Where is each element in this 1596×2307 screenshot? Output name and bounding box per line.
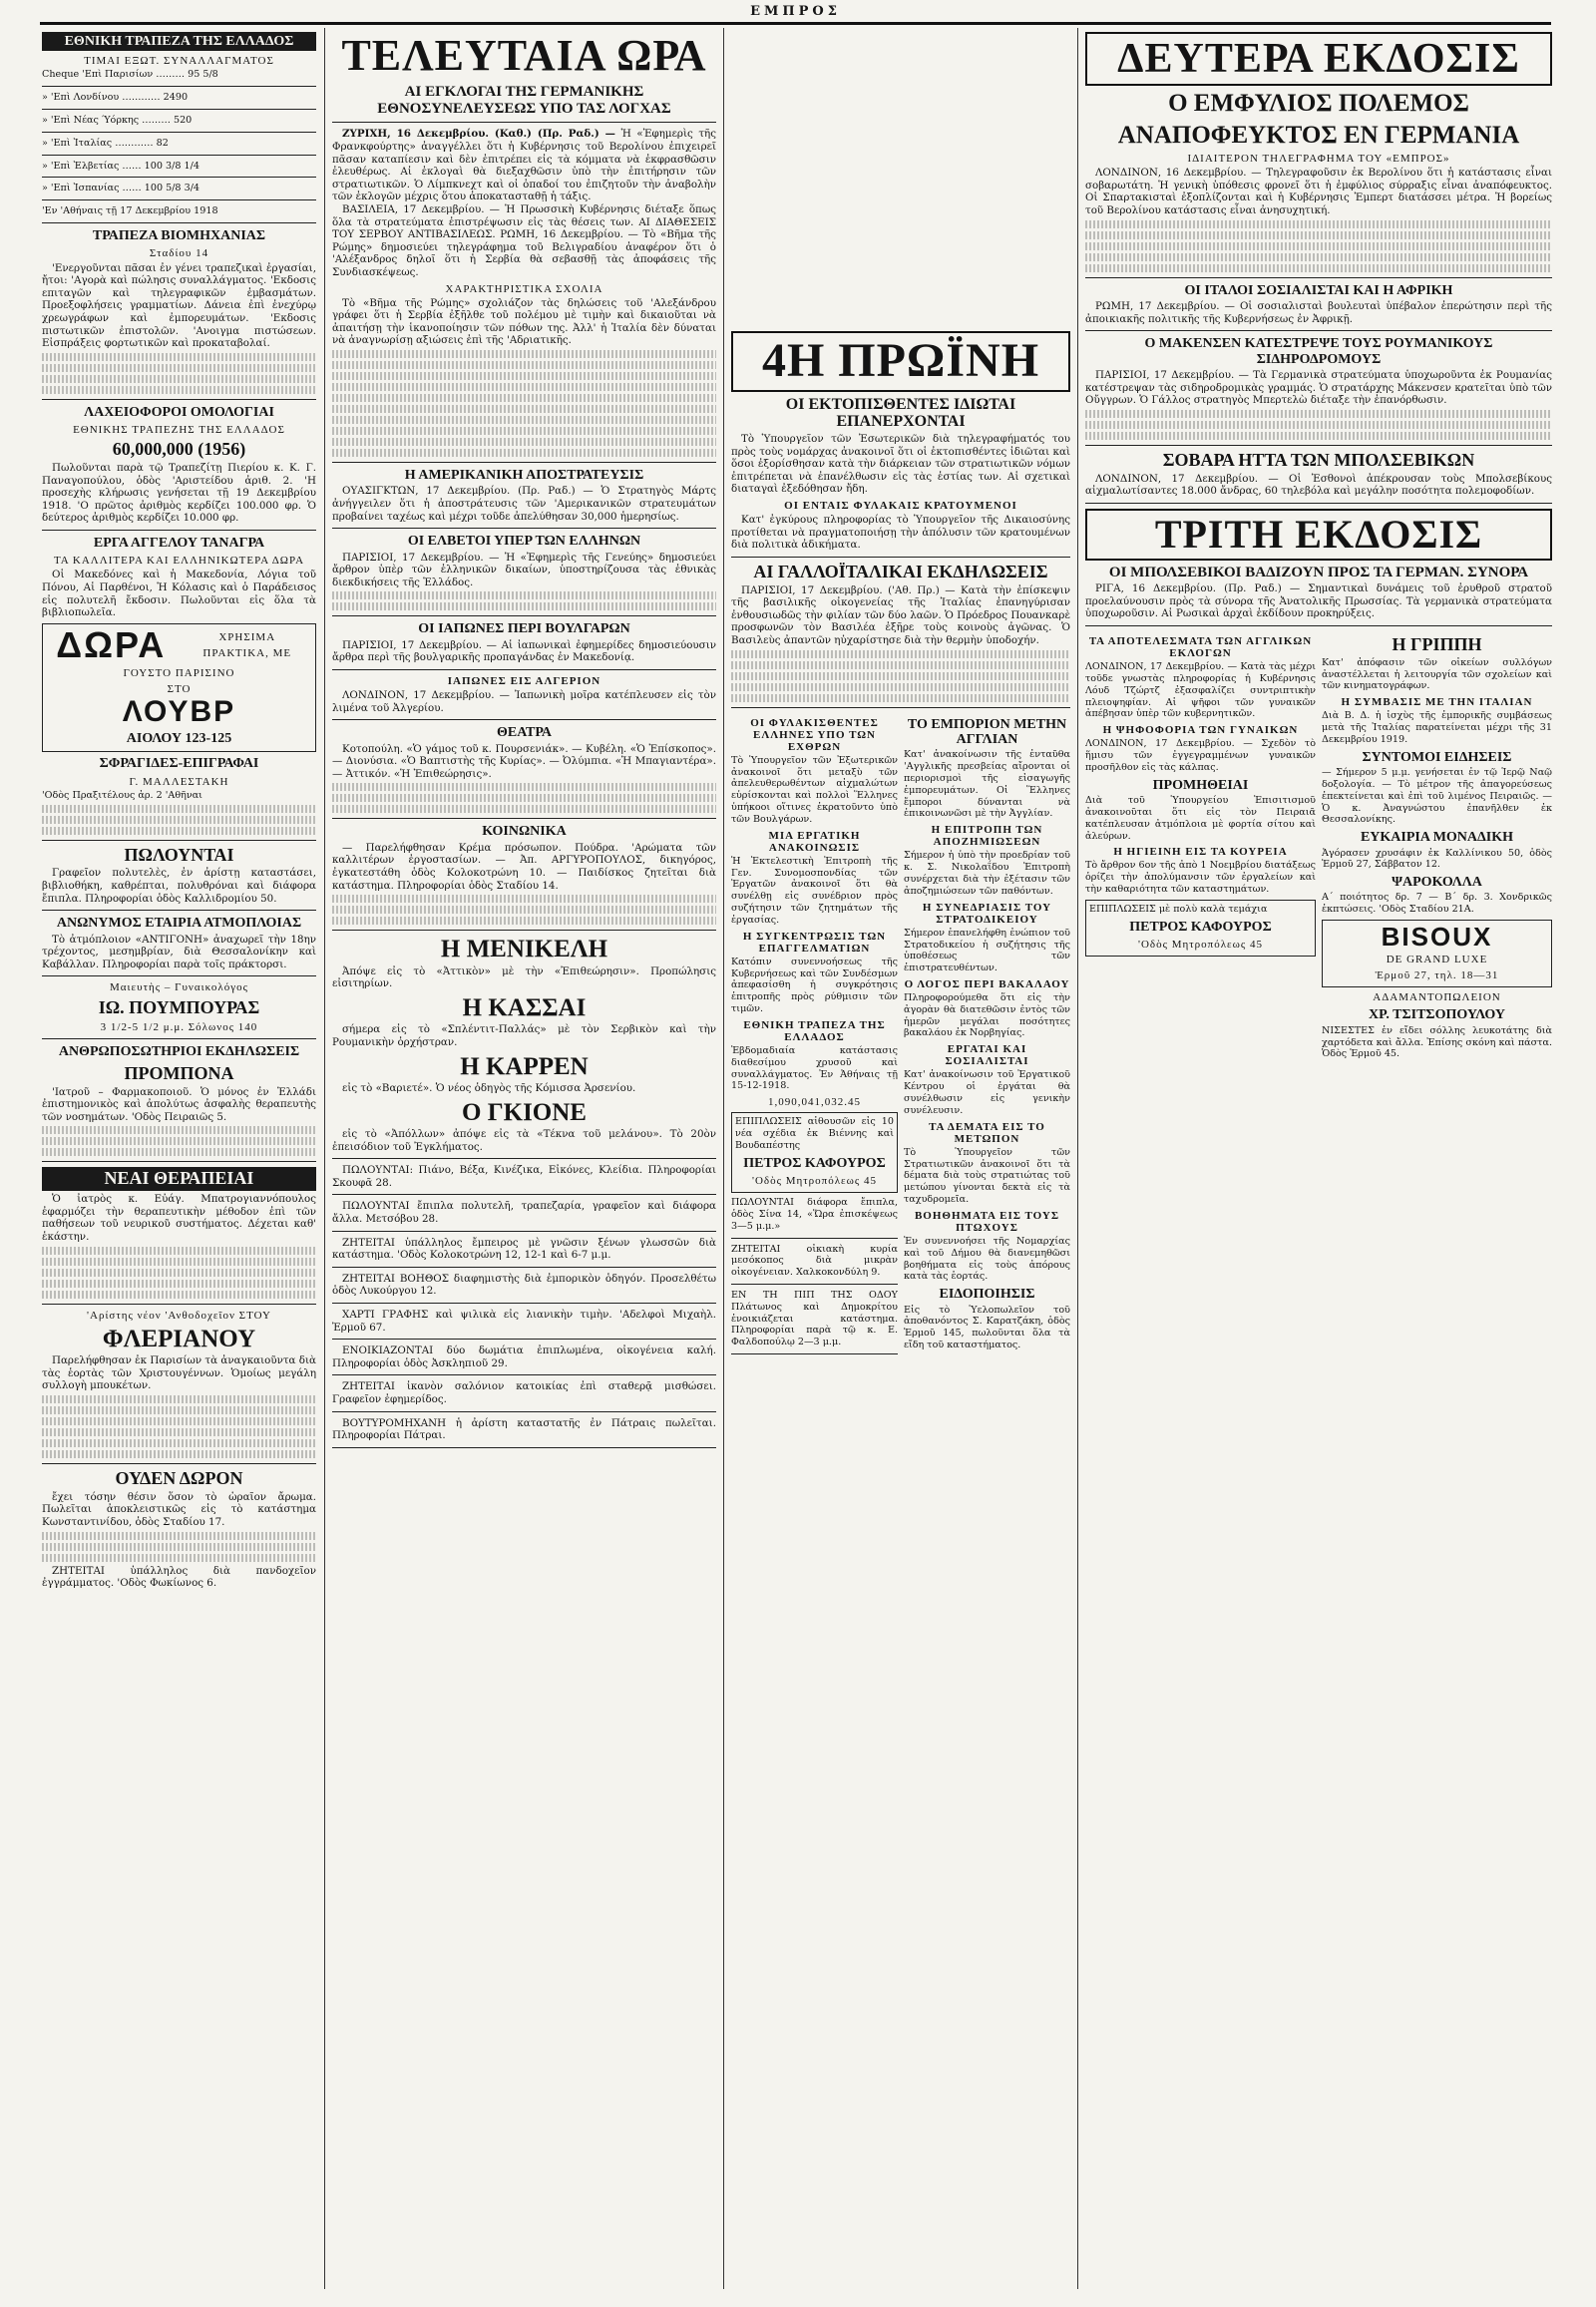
algeria-text: ΛΟΝΔΙΝΟΝ, 17 Δεκεμβρίου. — Ἰαπωνικὴ μοῖρα κατέπλευσεν εἰς τὸν λιμένα τοῦ Ἀλγερίου. bbox=[332, 689, 716, 714]
doctor-line: Μαιευτὴς – Γυναικολόγος bbox=[110, 981, 248, 994]
bank-amount: 1,090,041,032.45 bbox=[768, 1096, 861, 1109]
bisoux-name: BISOUX bbox=[1381, 922, 1493, 953]
classified-ad: ΠΩΛΟΥΝΤΑΙ: Πιάνο, Βέξα, Κινέζικα, Εἰκόνες, Κλείδια. Πληροφορίαι Σκουφᾶ 28. bbox=[332, 1164, 716, 1189]
classified-ad: ΒΟΥΤΥΡΟΜΗΧΑΝΗ ἡ ἀρίστη καταστατῆς ἐν Πάτραις πωλεῖται. Πληροφορίαι Πάτραι. bbox=[332, 1416, 716, 1442]
furniture-name: ΠΕΤΡΟΣ ΚΑΦΟΥΡΟΣ bbox=[743, 1155, 886, 1171]
gifts-tag: ΧΡΗΣΙΜΑ bbox=[218, 630, 276, 643]
column-4 bbox=[1085, 28, 1552, 2289]
column-1 bbox=[42, 28, 316, 2289]
emporion-title: ΤΟ ΕΜΠΟΡΙΟΝ ΜΕΤΗΝ ΑΓΓΛΙΑΝ bbox=[907, 716, 1067, 747]
tanagra-text: Οἱ Μακεδόνες καὶ ἡ Μακεδονία, Λόγια τοῦ Πόνου, Αἱ Παρθένοι, Ἡ Κόλασις καὶ ὁ Παράδεισος εἰς πολυτελῆ ἔκδοσιν. Πωλοῦνται εἰς ὅλα τὰ βιβλιοπωλεῖα. bbox=[42, 569, 316, 619]
lasthour-text: Ἡ «Ἐφημερὶς τῆς Φρανκφούρτης» ἀναγγέλλει ὅτι ἡ Κυβέρνησις τοῦ Βερολίνου ἐπιχειρεῖ πᾶσαν καταπίεσιν καὶ δὲν ἐπιτρέπει εἰς τὰ κόμματα νὰ ἐκφρασθῶσιν ἐλευθέρως. Αἱ ἐκλογαὶ θὰ διεξαχθῶσιν ὑπὸ τὴν ἐπιτήρησιν τῶν στρατιωτικῶν. Ὁ Λίμπκνεχτ καὶ οἱ ὀπαδοί του ἐπιζητοῦν τὴν ἀναβολὴν τῶν ἐκλογῶν μέχρις ὅτου ἀποκατασταθῇ ἡ τάξις. bbox=[332, 128, 716, 203]
flerianou-pre: 'Αρίστης νέον 'Ανθοδοχεῖον ΣΤΟΥ bbox=[87, 1309, 271, 1322]
classified-ad: ΖΗΤΕΙΤΑΙ ἱκανὸν σαλόνιον κατοικίας ἐπὶ σταθερᾷ μισθώσει. Γραφεῖον ἐφημερίδος. bbox=[332, 1380, 716, 1405]
lasthour-headline: ΑΙ ΕΓΚΛΟΓΑΙ ΤΗΣ ΓΕΡΜΑΝΙΚΗΣ ΕΘΝΟΣΥΝΕΛΕΥΣΕΩΣ ΥΠΟ ΤΑΣ ΛΟΓΧΑΣ bbox=[377, 84, 671, 117]
sale-text: Γραφεῖον πολυτελὲς, ἐν ἀρίστῃ καταστάσει, βιβλιοθήκη, καθρέπται, πολυθρόναι καὶ διάφορα ἔπιπλα. Πληροφορίαι ὁδὸς Καλλιδρομίου 50. bbox=[42, 867, 316, 905]
theatre-text: Κοτοπούλη. «Ὁ γάμος τοῦ κ. Πουρσενιάκ». — Κυβέλη. «Ὁ Ἐπίσκοπος». — Διονύσια. «Ὁ Βαπτιστὴς τῆς Κυρίας». — Ὀλύμπια. «Ἡ Μπαγιαντέρα». — Ἀττικόν. «Ἡ Ἐπιθεώρησις». bbox=[332, 742, 716, 780]
furniture-ad-2 bbox=[1085, 900, 1316, 957]
second-title: ΔΕΥΤΕΡΑ ΕΚΔΟΣΙΣ bbox=[1085, 32, 1552, 86]
classifieds-list bbox=[332, 1164, 716, 1448]
union-title: Η ΣΥΓΚΕΝΤΡΩΣΙΣ ΤΩΝ ΕΠΑΓΓΕΛΜΑΤΙΩΝ bbox=[742, 930, 887, 955]
exchange-table bbox=[42, 69, 316, 200]
women-text: ΛΟΝΔΙΝΟΝ, 17 Δεκεμβρίου. — Σχεδὸν τὸ ἥμισυ τῶν ἐγγεγραμμένων γυναικῶν προσῆλθον εἰς τὰς κάλπας. bbox=[1085, 738, 1316, 773]
ship-title: ΑΝΩΝΥΜΟΣ ΕΤΑΙΡΙΑ ΑΤΜΟΠΛΟΙΑΣ bbox=[56, 916, 302, 932]
second-headline-2: ΑΝΑΠΟΦΕΥΚΤΟΣ ΕΝ ΓΕΡΜΑΝΙΑ bbox=[1117, 121, 1520, 149]
small-ad: ΕΝ ΤΗ ΠΙΠ ΤΗΣ ΟΔΟΥ Πλάτωνος καὶ Δημοκρίτου ἐνοικιάζεται κατάστημα. Πληροφορίαι παρὰ τῷ κ. Ε. Φαλδοπούλῳ 2—3 μ.μ. bbox=[731, 1289, 898, 1348]
workers-title: ΕΡΓΑΤΑΙ ΚΑΙ ΣΟΣΙΑΛΙΣΤΑΙ bbox=[945, 1043, 1029, 1068]
women-title: Η ΨΗΦΟΦΟΡΙΑ ΤΩΝ ΓΥΝΑΙΚΩΝ bbox=[1102, 724, 1299, 737]
okione-text: εἰς τὸ «Ἀπόλλων» ἀπόψε εἰς τὰ «Τέκνα τοῦ μελάνου». Τὸ 20ὸν ἐπεισόδιον τοῦ Ἐγκλήματος. bbox=[332, 1128, 716, 1153]
masthead bbox=[40, 4, 1551, 25]
shop-text: ΝΙΣΕΣΤΕΣ ἐν εἴδει σόλλης λευκοτάτης διὰ χαρτόδετα καὶ ἄλλα. Ἐπίσης σκόνη καὶ πάστα. Ὁδὸς Ἑρμοῦ 45. bbox=[1322, 1024, 1552, 1060]
classified-ad: ΧΑΡΤΙ ΓΡΑΦΗΣ καὶ ψιλικὰ εἰς λιανικὴν τιμὴν. 'Αδελφοὶ Μιχαὴλ. Ἐρμοῦ 67. bbox=[332, 1309, 716, 1334]
gifts-address: ΑΙΟΛΟΥ 123-125 bbox=[126, 731, 232, 746]
column-rule bbox=[324, 28, 325, 2289]
committee-title: Η ΕΠΙΤΡΟΠΗ ΤΩΝ ΑΠΟΖΗΜΙΩΣΕΩΝ bbox=[931, 824, 1043, 849]
exchange-row: » 'Επὶ Νέας Ύόρκης ……… 520 bbox=[42, 115, 193, 127]
column-rule bbox=[723, 28, 724, 2289]
furniture-ad bbox=[731, 1112, 898, 1193]
hygiene-title: Η ΗΓΙΕΙΝΗ ΕΙΣ ΤΑ ΚΟΥΡΕΙΑ bbox=[1113, 846, 1288, 859]
therapy-text: Ὁ ἰατρὸς κ. Εὐάγ. Μπατρογιαννόπουλος ἐφαρμόζει τὴν θεραπευτικὴν μέθοδον ἐπὶ τῶν παθήσεων τοῦ νευρικοῦ συστήματος. Δέχεται καθ' ἑκάστην. bbox=[42, 1193, 316, 1243]
algeria-title: ΙΑΠΩΝΕΣ ΕΙΣ ΑΛΓΕΡΙΟΝ bbox=[447, 674, 601, 687]
exchange-date: 'Εν 'Αθήναις τῇ 17 Δεκεμβρίου 1918 bbox=[42, 205, 218, 217]
pharmacy-title: ΑΝΘΡΩΠΟΣΩΤΗΡΙΟΙ ΕΚΔΗΛΩΣΕΙΣ bbox=[58, 1044, 300, 1060]
ship-text: Τὸ ἀτμόπλοιον «ΑΝΤΙΓΟΝΗ» ἀναχωρεῖ τὴν 18ην τρέχοντος, μεσημβρίαν, διὰ Θεσσαλονίκην καὶ Καβάλλαν. Πληροφορίαι παρὰ τοῖς πράκτορσι. bbox=[42, 933, 316, 970]
gifts-tag: ΣΤΟ bbox=[167, 682, 192, 695]
edition-text2: Κατ' ἐγκύρους πληροφορίας τὸ Ὑπουργεῖον τῆς Δικαιοσύνης προτίθεται νὰ πραγματοποιήσῃ τὴν ἀπόλυσιν τῶν κρατουμένων διὰ πολιτικὰ ἀδικήματα. bbox=[731, 514, 1070, 552]
third-text: ΡΙΓΑ, 16 Δεκεμβρίου. (Πρ. Ραδ.) — Σημαντικαὶ δυνάμεις τοῦ ἐρυθροῦ στρατοῦ προελαύνουσιν πρὸς τὰ σύνορα τῆς Ἀνατολικῆς Πρωσσίας. Τὰ γερμανικὰ στρατεύματα ὑποχωροῦσιν. Αἱ Ρωσικαὶ ἀρχαὶ ἐκδίδουν προκηρύξεις. bbox=[1085, 582, 1552, 620]
lasthour-text3: Τὸ «Βῆμα τῆς Ρώμης» σχολιάζον τὰς δηλώσεις τοῦ 'Αλεξάνδρου γράφει ὅτι ἡ Σερβία ἐξῆλθε τοῦ πολέμου μὲ τιμὴν καὶ δικαιοῦται νὰ ἀπαιτήσῃ τὴν ἱκανοποίησιν τῶν πόθων της. Ἀλλ' ἡ Ἰταλία δὲν δύναται νὰ ἀναγνωρίσῃ αξιώσεις ἐπὶ τῆς 'Αδριατικῆς. bbox=[332, 296, 716, 347]
brief-text: — Σήμερον 5 μ.μ. γενήσεται ἐν τῷ Ἱερῷ Ναῷ δοξολογία. — Τὸ μέτρον τῆς ἀπαγορεύσεως ἐπεκτείνεται καὶ ἐπὶ τοῦ λιμένος Πειραιῶς. — Ὁ κ. Ἀναγνώστου ἐπανῆλθεν ἐκ Θεσσαλονίκης. bbox=[1322, 767, 1552, 826]
lasthour-text2: ΒΑΣΙΛΕΙΑ, 17 Δεκεμβρίου. — Ἡ Πρωσσικὴ Κυβέρνησις διέταξε ὅπως ὅλα τὰ στρατεύματα ἐπιστρέψωσιν εἰς τὰς θέσεις των. ΑΙ ΔΙΑΘΕΣΕΙΣ ΤΟΥ ΣΕΡΒΟΥ ΑΝΤΙΒΑΣΙΛΕΩΣ. ΡΩΜΗ, 16 Δεκεμβρίου. — Τὸ «Βῆμα τῆς Ρώμης» δημοσιεύει τηλεγράφημα τοῦ Βελιγραδίου ἀναφέρον ὅτι ὁ 'Αλέξανδρος δηλοῖ ὅτι ἡ Σερβία θὰ σεβασθῇ τὰς ἀποφάσεις τῆς Συνδιασκέψεως. bbox=[332, 202, 716, 278]
lasthour-sub: ΧΑΡΑΚΤΗΡΙΣΤΙΚΑ ΣΧΟΛΙΑ bbox=[445, 282, 603, 295]
social-title: ΚΟΙΝΩΝΙΚΑ bbox=[482, 824, 567, 840]
tanagra-title: ΕΡΓΑ ΑΓΓΕΛΟΥ ΤΑΝΑΓΡΑ bbox=[93, 535, 265, 551]
notice-title: ΕΙΔΟΠΟΙΗΣΙΣ bbox=[939, 1287, 1035, 1303]
bank2-text: 'Ενεργοῦνται πᾶσαι ἐν γένει τραπεζικαὶ ἐργασίαι, ἤτοι: 'Αγορὰ καὶ πώλησις συναλλάγματος. 'Εκδοσις επιταγῶν καὶ τηλεγραφικῶν ἐμβασμάτων. Προεξοφλήσεις γραμματίων. Δάνεια ἐπὶ ἐνεχύρῳ χρεωγράφων καὶ ἐμπορευμάτων. 'Εκδοσις πιστωτικῶν ἐπιστολῶν. 'Ανοιγμα πιστώσεων. Εἰσπράξεις φορτωτικῶν καὶ προκαταβολαί. bbox=[42, 261, 316, 350]
menikeli-text: Ἀπόψε εἰς τὸ «Ἀττικὸν» μὲ τὴν «Ἐπιθεώρησιν». Προπώλησις εἰσιτηρίων. bbox=[332, 964, 716, 990]
poor-title: ΒΟΗΘΗΜΑΤΑ ΕΙΣ ΤΟΥΣ ΠΤΩΧΟΥΣ bbox=[914, 1209, 1060, 1234]
military-title: Η ΣΥΝΕΔΡΙΑΣΙΣ ΤΟΥ ΣΤΡΑΤΟΔΙΚΕΙΟΥ bbox=[922, 901, 1052, 926]
gallic-text: ΠΑΡΙΣΙΟΙ, 17 Δεκεμβρίου. ('Αθ. Πρ.) — Κατὰ τὴν ἐπίσκεψιν τῆς βασιλικῆς οἰκογενείας τῆς Ἰταλίας ἐπανηγύρισαν ἐνθουσιωδῶς τὴν φιλίαν τῶν δύο λαῶν. Ὁ Πρόεδρος Πουανκαρὲ προσφωνῶν τὸν Βασιλέα ἐξῆρε τοὺς κοινοὺς ἀγῶνας. Ὁ Βασιλεὺς ἀπαντῶν ηὐχαρίστησε διὰ τὴν θερμὴν ὑποδοχήν. bbox=[731, 583, 1070, 646]
nogifts-text: ἔχει τόσην θέσιν ὅσον τὸ ὡραῖον ἄρωμα. Πωλεῖται ἀποκλειστικῶς εἰς τὸ κατάστημα Κωνσταντινίδου, ὁδὸς Σταδίου 17. bbox=[42, 1490, 316, 1528]
sale-title: ΠΩΛΟΥΝΤΑΙ bbox=[124, 844, 234, 865]
edition-sub: ΟΙ ΕΝΤΑΙΣ ΦΥΛΑΚΑΙΣ ΚΡΑΤΟΥΜΕΝΟΙ bbox=[784, 499, 1017, 512]
cod-text: Πληροφορούμεθα ὅτι εἰς τὴν ἀγορὰν θὰ διατεθῶσιν ἐντὸς τῶν ἡμερῶν μεγάλαι ποσότητες βακαλάου ἐκ Νορβηγίας. bbox=[904, 992, 1070, 1039]
swiss-title: ΟΙ ΕΛΒΕΤΟΙ ΥΠΕΡ ΤΩΝ ΕΛΛΗΝΩΝ bbox=[407, 534, 641, 550]
labor-text: Ἡ Ἐκτελεστικὴ Ἐπιτροπὴ τῆς Γεν. Συνομοσπονδίας τῶν Ἐργατῶν ἀνακοινοῖ ὅτι θὰ συνέλθῃ εἰς συνέδριον πρὸς συζήτησιν τῶν ζητημάτων τῆς ἐργασίας. bbox=[731, 855, 898, 926]
wanted-text: ΖΗΤΕΙΤΑΙ ὑπάλληλος διὰ πανδοχεῖον ἐγγράμματος. 'Οδὸς Φωκίωνος 6. bbox=[42, 1564, 316, 1590]
cod-title: Ο ΛΟΓΟΣ ΠΕΡΙ ΒΑΚΑΛΑΟΥ bbox=[904, 977, 1070, 990]
classified-ad: ΕΝΟΙΚΙΑΖΟΝΤΑΙ δύο δωμάτια ἐπιπλωμένα, οἰκογένεια καλή. Πληροφορίαι ὁδὸς Ἀσκληπιοῦ 29. bbox=[332, 1345, 716, 1369]
pharmacy-text: 'Ιατροῦ – Φαρμακοποιοῦ. Ὁ μόνος ἐν Ἑλλάδι ἐπιστημονικὸς καὶ ἀπολύτως ἀσφαλὴς θεραπευτὴς τῶν νοσημάτων. 'Οδὸς Πειραιῶς 5. bbox=[42, 1085, 316, 1123]
sheep-text: Τὸ Ὑπουργεῖον τῶν Στρατιωτικῶν ἀνακοινοῖ ὅτι τὰ δέματα διὰ τοὺς στρατιώτας τοῦ μετώπου γίνονται δεκτὰ εἰς τὰ ταχυδρομεῖα. bbox=[904, 1146, 1070, 1205]
bank2-address: Σταδίου 14 bbox=[149, 247, 209, 260]
mackensen-text: ΠΑΡΙΣΙΟΙ, 17 Δεκεμβρίου. — Τὰ Γερμανικὰ στρατεύματα ὑποχωροῦντα ἐκ Ρουμανίας κατέστρεψαν τὰς σιδηροδρομικὰς γραμμάς. Ὁ στρατάρχης Μάκενσεν κρατεῖται ὑπὸ τῶν Οὔγγρων. Ὁ Γάλλος στρατηγὸς Μπερτελὼ διέταξε τὴν ἐπανόρθωσιν. bbox=[1085, 369, 1552, 407]
italy2-text: Διὰ Β. Δ. ἡ ἰσχὺς τῆς ἐμπορικῆς συμβάσεως μετὰ τῆς Ἰταλίας παρατείνεται μέχρι τῆς 31 Δεκεμβρίου 1919. bbox=[1322, 710, 1552, 745]
flu-title: Η ΓΡΙΠΠΗ bbox=[1392, 634, 1482, 655]
america-text: ΟΥΑΣΙΓΚΤΩΝ, 17 Δεκεμβρίου. (Πρ. Ραδ.) — Ὁ Στρατηγὸς Μάρτς ἀνήγγειλεν ὅτι ἡ ἀποστράτευσις τῶν 'Αμερικανικῶν στρατευμάτων προβαίνει ταχέως καὶ μέχρι τοῦδε ἀπελύθησαν 30,000 ἡμερησίως. bbox=[332, 485, 716, 523]
classified-ad: ΖΗΤΕΙΤΑΙ ὑπάλληλος ἔμπειρος μὲ γνῶσιν ξένων γλωσσῶν διὰ κατάστημα. 'Οδὸς Κολοκοτρώνη 12, 12-1 καὶ 6-7 μ.μ. bbox=[332, 1236, 716, 1262]
second-tag: ΙΔΙΑΙΤΕΡΟΝ ΤΗΛΕΓΡΑΦΗΜΑ ΤΟΥ «ΕΜΠΡΟΣ» bbox=[1187, 153, 1450, 166]
bank-title: ΕΘΝΙΚΗ ΤΡΑΠΕΖΑ ΤΗΣ ΕΛΛΑΔΟΣ bbox=[743, 1018, 886, 1043]
kassai-title: Η ΚΑΣΣΑΙ bbox=[462, 993, 587, 1021]
edition-badge: 4Η ΠΡΩΪΝΗ bbox=[731, 331, 1070, 392]
sheep-title: ΤΑ ΔΕΜΑΤΑ ΕΙΣ ΤΟ ΜΕΤΩΠΟΝ bbox=[929, 1120, 1045, 1145]
exchange-row: » 'Επὶ Ἰσπανίας …… 100 5/8 3/4 bbox=[42, 183, 200, 194]
third-title: ΤΡΙΤΗ ΕΚΔΟΣΙΣ bbox=[1085, 509, 1552, 561]
menikeli-title: Η ΜΕΝΙΚΕΛΗ bbox=[440, 936, 608, 963]
flerianou-text: Παρελήφθησαν ἐκ Παρισίων τὰ ἀναγκαιοῦντα διὰ τὰς ἑορτὰς τῶν Χριστουγέννων. Ὁμοίως μεγάλη συλλογὴ μπουκέτων. bbox=[42, 1354, 316, 1392]
lasthour-title: ΤΕΛΕΥΤΑΙΑ ΩΡΑ bbox=[341, 31, 707, 80]
bisoux-ad bbox=[1322, 920, 1552, 987]
committee-text: Σήμερον ἡ ὑπὸ τὴν προεδρίαν τοῦ κ. Σ. Νικολαΐδου Ἐπιτροπὴ συνέρχεται διὰ τὴν ἐξέτασιν τῶν ἀποζημιώσεων τῶν παθόντων. bbox=[904, 850, 1070, 897]
america-title: Η ΑΜΕΡΙΚΑΝΙΚΗ ΑΠΟΣΤΡΑΤΕΥΣΙΣ bbox=[404, 467, 644, 483]
small-ad: ΖΗΤΕΙΤΑΙ οἰκιακὴ κυρία μεσόκοπος διὰ μικρὰν οἰκογένειαν. Χαλκοκονδύλη 9. bbox=[731, 1243, 898, 1279]
bank-header: ΕΘΝΙΚΗ ΤΡΑΠΕΖΑ ΤΗΣ ΕΛΛΑΔΟΣ bbox=[42, 32, 316, 51]
gifts-tag: ΠΡΑΚΤΙΚΑ, ΜΕ bbox=[202, 646, 292, 659]
exchange-row: » 'Επὶ Ἰταλίας ………… 82 bbox=[42, 137, 169, 149]
furniture-ad-text: ΕΠΙΠΛΩΣΕΙΣ μὲ πολὺ καλὰ τεμάχια bbox=[1089, 903, 1268, 915]
okione-title: Ο ΓΚΙΟΝΕ bbox=[462, 1098, 587, 1126]
enemies-text: Τὸ Ὑπουργεῖον τῶν Ἐξωτερικῶν ἀνακοινοῖ ὅτι μεταξὺ τῶν ἀπελευθερωθέντων αἰχμαλώτων εὑρίσκονται καὶ πολλοὶ Ἕλληνες ὑπήκοοι οἵτινες ἐκρατοῦντο ὑπὸ τῶν Βουλγάρων. bbox=[731, 754, 898, 825]
workers-text: Κατ' ἀνακοίνωσιν τοῦ Ἐργατικοῦ Κέντρου οἱ ἐργάται θὰ συνέλθωσιν εἰς γενικὴν συνέλευσιν. bbox=[904, 1069, 1070, 1116]
japan-title: ΟΙ ΙΑΠΩΝΕΣ ΠΕΡΙ ΒΟΥΛΓΑΡΩΝ bbox=[418, 621, 630, 637]
gifts-ad bbox=[42, 623, 316, 753]
gifts-ad-title: ΔΩΡΑ bbox=[56, 623, 167, 665]
small-ad: ΠΩΛΟΥΝΤΑΙ διάφορα ἔπιπλα, ὁδὸς Σίνα 14, «Ὥρα ἐπισκέψεως 3—5 μ.μ.» bbox=[731, 1197, 898, 1232]
therapy-title: ΝΕΑΙ ΘΕΡΑΠΕΙΑΙ bbox=[42, 1167, 316, 1191]
bargain-title: ΕΥΚΑΙΡΙΑ ΜΟΝΑΔΙΚΗ bbox=[1360, 830, 1514, 846]
elections-text: ΛΟΝΔΙΝΟΝ, 17 Δεκεμβρίου. — Κατὰ τὰς μέχρι τοῦδε γνωστὰς πληροφορίας ἡ Κυβέρνησις Λόυδ Τζώρτζ ἐξασφαλίζει συντριπτικὴν πλειοψηφίαν. Αἱ ψῆφοι τῶν γυναικῶν ἀπέβησαν ὑπὲρ τῶν κυβερνητικῶν. bbox=[1085, 661, 1316, 720]
nogifts-title: ΟΥΔΕΝ ΔΩΡΟΝ bbox=[115, 1467, 243, 1488]
mackensen-title: Ο ΜΑΚΕΝΣΕΝ ΚΑΤΕΣΤΡΕΨΕ ΤΟΥΣ ΡΟΥΜΑΝΙΚΟΥΣ ΣΙΔΗΡΟΔΡΟΜΟΥΣ bbox=[1144, 336, 1493, 367]
bonds-amount: 60,000,000 (1956) bbox=[112, 439, 246, 460]
supplies-text: Διὰ τοῦ Ὑπουργείου Ἐπισιτισμοῦ ἀνακοινοῦται ὅτι εἰς τὸν Πειραιᾶ κατέπλευσαν ἀτμόπλοια μὲ φορτία σίτου καὶ ἀλεύρων. bbox=[1085, 795, 1316, 842]
emporion-text: Κατ' ἀνακοίνωσιν τῆς ἐνταῦθα 'Αγγλικῆς πρεσβείας αἴρονται οἱ περιορισμοὶ τῆς εἰσαγωγῆς ἐμπορευμάτων. Οἱ Ἕλληνες ἔμποροι δύνανται νὰ ἐπικοινωνῶσι μὲ τὴν Ἀγγλίαν. bbox=[904, 749, 1070, 820]
exchange-title: ΤΙΜΑΙ ΕΞΩΤ. ΣΥΝΑΛΛΑΓΜΑΤΟΣ bbox=[84, 55, 274, 68]
military-text: Σήμερον ἐπανελήφθη ἐνώπιον τοῦ Στρατοδικείου ἡ συζήτησις τῆς ὑποθέσεως τῶν ἐπιστρατευθέντων. bbox=[904, 927, 1070, 974]
pharmacy-name: ΠΡΟΜΠΟΝΑ bbox=[124, 1062, 234, 1083]
karren-text: εἰς τὸ «Βαριετέ». Ὁ νέος ὁδηγὸς τῆς Κόμισσα Ἀρσενίου. bbox=[342, 1082, 636, 1094]
bolshevik-text: ΛΟΝΔΙΝΟΝ, 17 Δεκεμβρίου. — Οἱ Ἐσθονοὶ ἀπέκρουσαν τοὺς Μπολσεβίκους αἰχμαλωτίσαντες 18.000 ἄνδρας, 60 τηλεβόλα καὶ μεγάλην ποσότητα πολεμοφοδίων. bbox=[1085, 472, 1552, 498]
brief-title: ΣΥΝΤΟΜΟΙ ΕΙΔΗΣΕΙΣ bbox=[1362, 749, 1512, 765]
bank2-title: ΤΡΑΠΕΖΑ ΒΙΟΜΗΧΑΝΙΑΣ bbox=[92, 228, 266, 244]
bonds-title: ΛΑΧΕΙΟΦΟΡΟΙ ΟΜΟΛΟΓΙΑΙ bbox=[84, 404, 274, 420]
poor-text: Ἐν συνεννοήσει τῆς Νομαρχίας καὶ τοῦ Δήμου θὰ διανεμηθῶσι βοηθήματα εἰς τοὺς ἀπόρους κατὰ τὰς ἑορτάς. bbox=[904, 1235, 1070, 1283]
tanagra-subtitle: ΤΑ ΚΑΛΛΙΤΕΡΑ ΚΑΙ ΕΛΛΗΝΙΚΩΤΕΡΑ ΔΩΡΑ bbox=[53, 555, 305, 568]
seals-address: 'Οδὸς Πραξιτέλους ἀρ. 2 'Αθῆναι bbox=[42, 789, 202, 801]
italy-text: ΡΩΜΗ, 17 Δεκεμβρίου. — Οἱ σοσιαλισταὶ βουλευταὶ ὑπέβαλον ἐπερώτησιν περὶ τῆς ἀποικιακῆς πολιτικῆς τῆς Κυβερνήσεως ἐν Ἀφρικῇ. bbox=[1085, 300, 1552, 325]
bisoux-tag: DE GRAND LUXE bbox=[1386, 954, 1488, 966]
edition-headline: ΟΙ ΕΚΤΟΠΙΣΘΕΝΤΕΣ ΙΔΙΩΤΑΙ ΕΠΑΝΕΡΧΟΝΤΑΙ bbox=[785, 395, 1016, 431]
bonds-subtitle: ΕΘΝΙΚΗΣ ΤΡΑΠΕΖΗΣ ΤΗΣ ΕΛΛΑΔΟΣ bbox=[73, 424, 285, 437]
exchange-row: » 'Επὶ Λονδίνου ………… 2490 bbox=[42, 92, 189, 104]
seals-title: ΣΦΡΑΓΙΔΕΣ-ΕΠΙΓΡΑΦΑΙ bbox=[99, 756, 259, 772]
column-rule bbox=[1077, 28, 1078, 2289]
third-headline: ΟΙ ΜΠΟΛΣΕΒΙΚΟΙ ΒΑΔΙΖΟΥΝ ΠΡΟΣ ΤΑ ΓΕΡΜΑΝ. ΣΥΝΟΡΑ bbox=[1108, 564, 1529, 580]
bisoux-address: Ἑρμοῦ 27, τηλ. 18—31 bbox=[1375, 969, 1499, 982]
furniture-ad-text: ΕΠΙΠΛΩΣΕΙΣ αἰθουσῶν εἰς 10 νέα σχέδια ἐκ Βιέννης καὶ Βουδαπέστης bbox=[735, 1116, 894, 1151]
swiss-text: ΠΑΡΙΣΙΟΙ, 17 Δεκεμβρίου. — Ἡ «Ἐφημερὶς τῆς Γενεύης» δημοσιεύει ἄρθρον ὑπὲρ τῶν ἑλληνικῶν δικαίων, ὑποστηρίζουσα τὰς ἐθνικὰς διεκδικήσεις τῆς Ἑλλάδος. bbox=[332, 551, 716, 588]
italy-title: ΟΙ ΙΤΑΛΟΙ ΣΟΣΙΑΛΙΣΤΑΙ ΚΑΙ Η ΑΦΡΙΚΗ bbox=[1184, 282, 1453, 298]
bolshevik-title: ΣΟΒΑΡΑ ΗΤΤΑ ΤΩΝ ΜΠΟΛΣΕΒΙΚΩΝ bbox=[1162, 449, 1475, 470]
doctor-hours: 3 1/2-5 1/2 μ.μ. Σόλωνος 140 bbox=[100, 1021, 258, 1034]
furniture-name: ΠΕΤΡΟΣ ΚΑΦΟΥΡΟΣ bbox=[1129, 919, 1272, 935]
small-ads-list bbox=[731, 1197, 898, 1354]
bargain-text: Ἀγόρασεν χρυσάφιν ἐκ Καλλίνικου 50, ὁδὸς Ἑρμοῦ 27, Σάββατον 12. bbox=[1322, 847, 1552, 871]
exchange-row: » 'Επὶ Ἐλβετίας …… 100 3/8 1/4 bbox=[42, 160, 200, 172]
elections-title: ΤΑ ΑΠΟΤΕΛΕΣΜΑΤΑ ΤΩΝ ΑΓΓΛΙΚΩΝ ΕΚΛΟΓΩΝ bbox=[1088, 635, 1313, 660]
furniture-address: 'Οδὸς Μητροπόλεως 45 bbox=[1137, 938, 1263, 951]
union-text: Κατόπιν συνεννοήσεως τῆς Κυβερνήσεως καὶ τῶν Συνδέσμων ἀπεφασίσθη ἡ συγκρότησις ἐπιτροπῆς πρὸς ρύθμισιν τῶν τιμῶν. bbox=[731, 956, 898, 1014]
second-headline-1: Ο ΕΜΦΥΛΙΟΣ ΠΟΛΕΜΟΣ bbox=[1168, 90, 1469, 118]
supplies-title: ΠΡΟΜΗΘΕΙΑΙ bbox=[1152, 777, 1249, 793]
japan-text: ΠΑΡΙΣΙΟΙ, 17 Δεκεμβρίου. — Αἱ ἰαπωνικαὶ ἐφημερίδες δημοσιεύουσιν ἄρθρα περὶ τῆς βουλγαρικῆς προπαγάνδας ἐν Μακεδονίᾳ. bbox=[332, 638, 716, 664]
karren-title: Η ΚΑΡΡΕΝ bbox=[460, 1052, 589, 1080]
labor-title: ΜΙΑ ΕΡΓΑΤΙΚΗ ΑΝΑΚΟΙΝΩΣΙΣ bbox=[768, 829, 861, 854]
cloth-text: Α΄ ποιότητος δρ. 7 — Β΄ δρ. 3. Χονδρικῶς ἐκπτώσεις. 'Οδὸς Σταδίου 21Α. bbox=[1322, 892, 1552, 916]
doctor-name: ΙΩ. ΠΟΥΜΠΟΥΡΑΣ bbox=[98, 996, 260, 1017]
cloth-title: ΨΑΡΟΚΟΛΛΑ bbox=[1392, 875, 1482, 891]
hygiene-text: Τὸ ἄρθρον 6ον τῆς ἀπὸ 1 Νοεμβρίου διατάξεως ὁρίζει τὴν ἀπολύμανσιν τῶν ἐργαλείων καὶ τὴν καθαριότητα τῶν καταστημάτων. bbox=[1085, 860, 1316, 895]
gifts-tag: ΓΟΥΣΤΟ ΠΑΡΙΣΙΝΟ bbox=[123, 666, 235, 679]
second-text: ΛΟΝΔΙΝΟΝ, 16 Δεκεμβρίου. — Τηλεγραφοῦσιν ἐκ Βερολίνου ὅτι ἡ κατάστασις εἶναι σοβαρωτάτη. Ἡ γενικὴ ὑπόθεσις φρονεῖ ὅτι ἡ ἐμφύλιος σύρραξις εἶναι ἀναπόφευκτος. Οἱ Σπαρτακισταὶ ἐξοπλίζονται καὶ ἡ Κυβέρνησις Ἐμπερτ διατάσσει μέτρα. Ἡ βορείως τοῦ Βερολίνου κατάστασις εἶναι ἀνησυχητική. bbox=[1085, 167, 1552, 217]
seals-name: Γ. ΜΑΛΛΕΣΤΑΚΗ bbox=[129, 775, 229, 788]
bonds-text: Πωλοῦνται παρὰ τῷ Τραπεζίτῃ Πιερίου κ. Κ. Γ. Παναγοπούλου, ὁδὸς 'Αριστείδου ἀριθ. 2. 'Η προσεχὴς κλήρωσις γενήσεται τῇ 19 Δεκεμβρίου 1918. 'Ο πρῶτος ἀριθμὸς κερδίζει 100.000 φρ. Ὁ δεύτερος ἀριθμὸς κερδίζει 10.000 φρ. bbox=[42, 461, 316, 525]
column-2 bbox=[332, 28, 716, 2289]
enemies-title: ΟΙ ΦΥΛΑΚΙΣΘΕΝΤΕΣ ΕΛΛΗΝΕΣ ΥΠΟ ΤΩΝ ΕΧΘΡΩΝ bbox=[750, 716, 879, 753]
masthead-title: ΕΜΠΡΟΣ bbox=[740, 4, 851, 19]
kassai-text: σήμερα εἰς τὸ «Σπλέντιτ-Παλλάς» μὲ τὸν Σερβικὸν καὶ τὴν Ρουμανικὴν ὀρχήστραν. bbox=[332, 1023, 716, 1048]
shop-pre: ΑΔΑΜΑΝΤΟΠΩΛΕΙΟΝ bbox=[1373, 991, 1501, 1004]
notice-text: Εἰς τὸ Ὑελοπωλεῖον τοῦ ἀποθανόντος Σ. Καρατζάκη, ὁδὸς Ἑρμοῦ 145, πωλοῦνται ὅλα τὰ εἴδη τοῦ καταστήματος. bbox=[904, 1304, 1070, 1350]
italy2-title: Η ΣΥΜΒΑΣΙΣ ΜΕ ΤΗΝ ΙΤΑΛΙΑΝ bbox=[1341, 696, 1533, 709]
flu-text: Κατ' ἀπόφασιν τῶν οἰκείων συλλόγων ἀναστέλλεται ἡ λειτουργία τῶν σχολείων καὶ τῶν κινηματογράφων. bbox=[1322, 656, 1552, 692]
lasthour-dateline: ΖΥΡΙΧΗ, 16 Δεκεμβρίου. (Καθ.) (Πρ. Ραδ.) — bbox=[342, 128, 615, 141]
column-3 bbox=[731, 28, 1070, 2289]
gifts-shop: ΛΟΥΒΡ bbox=[122, 695, 236, 728]
classified-ad: ΠΩΛΟΥΝΤΑΙ ἔπιπλα πολυτελῆ, τραπεζαρία, γραφεῖον καὶ διάφορα ἄλλα. Μετσόβου 28. bbox=[332, 1200, 716, 1226]
classified-ad: ΖΗΤΕΙΤΑΙ ΒΟΗΘΟΣ διαφημιστὴς διὰ ἐμπορικὸν ὁδηγόν. Προσελθέτω ὁδὸς Λυκούργου 12. bbox=[332, 1272, 716, 1298]
gallic-title: ΑΙ ΓΑΛΛΟΪΤΑΛΙΚΑΙ ΕΚΔΗΛΩΣΕΙΣ bbox=[753, 561, 1048, 581]
shop-name: ΧΡ. ΤΣΙΤΣΟΠΟΥΛΟΥ bbox=[1369, 1007, 1505, 1023]
bank-text: Ἐβδομαδιαία κατάστασις διαθεσίμου χρυσοῦ καὶ συναλλάγματος. Ἐν Ἀθήναις τῇ 15-12-1918. bbox=[731, 1044, 898, 1092]
flerianou-name: ΦΛΕΡΙΑΝΟΥ bbox=[102, 1325, 256, 1352]
furniture-address: 'Οδὸς Μητροπόλεως 45 bbox=[751, 1175, 877, 1188]
exchange-row: Cheque 'Επὶ Παρισίων ……… 95 5/8 bbox=[42, 69, 218, 81]
edition-text: Τὸ Ὑπουργεῖον τῶν Ἐσωτερικῶν διὰ τηλεγραφήματός του πρὸς τοὺς νομάρχας ἀνακοινοῖ ὅτι οἱ ἐκτοπισθέντες ἰδιῶται καὶ ὅσοι ἐξορίσθησαν κατὰ τὴν διάρκειαν τῶν στρατιωτικῶν νόμων ἐπιτρέπεται νὰ ἐπανέλθωσιν εἰς τὰς ἑστίας των. Αἱ σχετικαὶ διαταγαὶ ἐξεδόθησαν ἤδη. bbox=[731, 432, 1070, 496]
social-text: — Παρελήφθησαν Κρέμα πρόσωπον. Πούδρα. 'Αρώματα τῶν καλλιτέρων ἐργοστασίων. — Ἀπ. ΑΡΓΥΡΟΠΟΥΛΟΣ, δικηγόρος, ἐγκατεστάθη ὁδὸς Κολοκοτρώνη 10. — Παιδίσκος ζητεῖται διὰ κατάστημα. Πληροφορίαι ὁδὸς Σταδίου 14. bbox=[332, 841, 716, 892]
theatre-title: ΘΕΑΤΡΑ bbox=[497, 725, 552, 741]
